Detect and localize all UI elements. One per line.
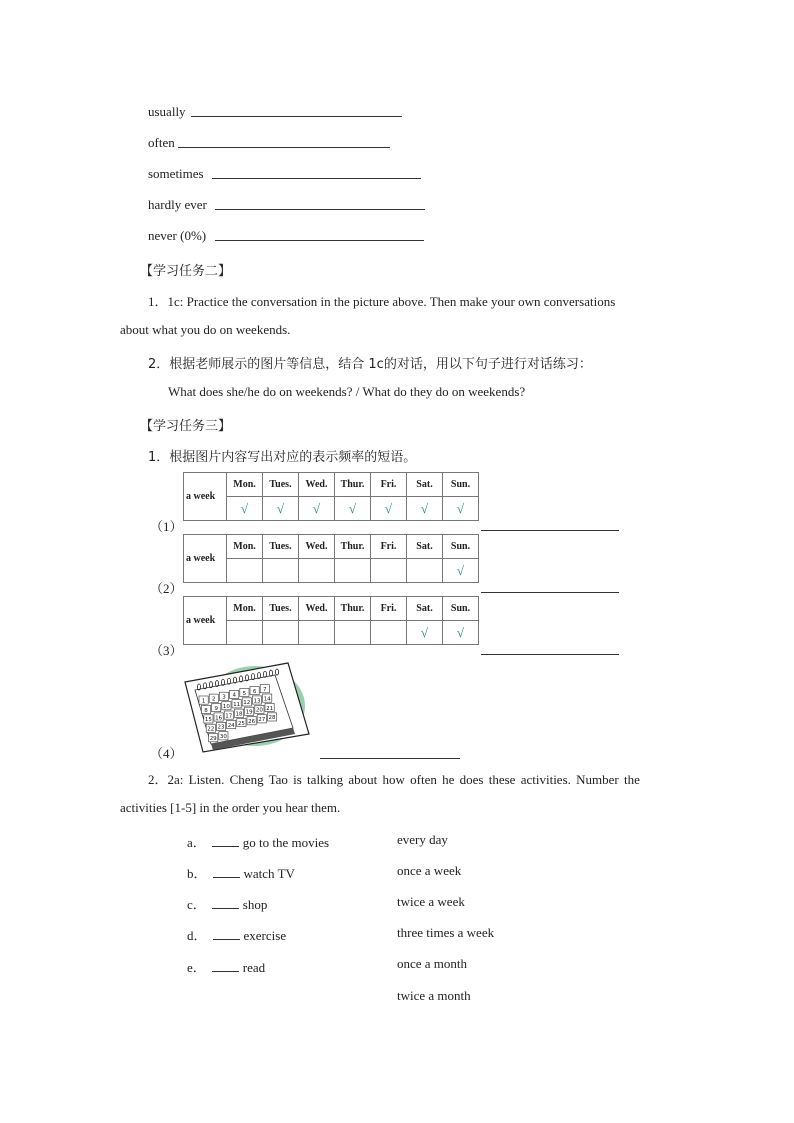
calendar-day-number: 6 — [252, 688, 257, 695]
week-table — [183, 534, 479, 583]
calendar-day-number: 13 — [253, 698, 261, 705]
check-cell: √ — [335, 497, 371, 521]
check-cell — [299, 621, 335, 645]
calendar-picture — [183, 660, 311, 754]
item-number: （4） — [150, 746, 183, 761]
day-header: Tues. — [263, 535, 299, 559]
frequency-option: three times a week — [397, 925, 495, 940]
task2a-line2: activities [1-5] in the order you hear them. — [120, 800, 341, 815]
answer-line[interactable] — [212, 178, 421, 179]
answer-line[interactable] — [215, 209, 425, 210]
frequency-option: twice a week — [397, 894, 465, 909]
week-label: a week — [184, 597, 227, 645]
freq-word: sometimes — [148, 166, 204, 181]
number-blank[interactable] — [212, 896, 239, 909]
answer-line[interactable] — [481, 530, 619, 531]
calendar-day-number: 17 — [225, 713, 233, 720]
answer-line[interactable] — [481, 654, 619, 655]
calendar-day-number: 23 — [217, 724, 225, 731]
frequency-option: once a week — [397, 863, 462, 878]
calendar-day-number: 3 — [222, 694, 226, 701]
calendar-day-number: 28 — [268, 715, 276, 722]
day-header: Sun. — [443, 597, 479, 621]
calendar-day-number: 18 — [235, 711, 243, 718]
calendar-day-number: 12 — [243, 700, 251, 707]
freq-word: never (0%) — [148, 228, 207, 243]
day-header: Wed. — [299, 597, 335, 621]
freq-row-never — [148, 228, 206, 244]
freq-row-often — [148, 135, 175, 151]
day-header: Sun. — [443, 473, 479, 497]
check-cell — [407, 559, 443, 583]
day-header: Thur. — [335, 473, 371, 497]
frequency-option: once a month — [397, 956, 468, 971]
check-cell — [371, 559, 407, 583]
day-header: Mon. — [227, 473, 263, 497]
calendar-day-number: 8 — [204, 707, 208, 714]
day-header: Sat. — [407, 473, 443, 497]
calendar-day-number: 9 — [214, 705, 218, 712]
day-header: Mon. — [227, 535, 263, 559]
check-cell — [335, 621, 371, 645]
task2-item1-line1: 1．1c: Practice the conversation in the picture above. Then make your own conversations — [148, 294, 616, 309]
activity-letter: d． — [187, 928, 207, 943]
calendar-day-number: 21 — [266, 705, 274, 712]
task2-item1-line2: about what you do on weekends. — [120, 322, 291, 337]
item-number: （2） — [150, 581, 183, 596]
frequency-option: twice a month — [397, 988, 471, 1003]
day-header: Tues. — [263, 597, 299, 621]
check-cell: √ — [371, 497, 407, 521]
calendar-day-number: 11 — [233, 702, 241, 709]
day-header: Sat. — [407, 597, 443, 621]
number-blank[interactable] — [212, 959, 239, 972]
activity-text: read — [242, 960, 266, 975]
day-header: Sun. — [443, 535, 479, 559]
task2a-line1: 2．2a: Listen. Cheng Tao is talking about how often he does these activities. Number the — [148, 772, 640, 787]
freq-row-sometimes — [148, 166, 204, 182]
calendar-day-number: 26 — [248, 719, 256, 725]
calendar-day-number: 14 — [263, 696, 271, 703]
activity-item — [187, 957, 265, 976]
check-cell — [371, 621, 407, 645]
calendar-day-number: 27 — [258, 717, 266, 724]
frequency-option: every day — [397, 832, 448, 847]
week-table — [183, 472, 479, 521]
activity-letter: b． — [187, 866, 207, 881]
answer-line[interactable] — [481, 592, 619, 593]
check-cell: √ — [443, 559, 479, 583]
calendar-day-number: 19 — [245, 709, 253, 716]
activity-letter: c． — [187, 897, 206, 912]
activity-letter: e． — [187, 960, 206, 975]
item-number: （3） — [150, 643, 183, 658]
freq-word: usually — [148, 104, 186, 119]
calendar-day-number: 20 — [255, 707, 263, 714]
answer-line[interactable] — [191, 116, 402, 117]
day-header: Thur. — [335, 597, 371, 621]
day-header: Fri. — [371, 597, 407, 621]
answer-line[interactable] — [215, 240, 424, 241]
calendar-day-number: 4 — [232, 692, 236, 699]
check-cell: √ — [443, 621, 479, 645]
calendar-day-number: 24 — [227, 722, 235, 729]
week-label: a week — [184, 473, 227, 521]
activity-text: exercise — [243, 928, 287, 943]
calendar-day-number: 22 — [207, 726, 215, 733]
calendar-day-number: 15 — [204, 717, 212, 724]
item-number: （1） — [150, 519, 183, 534]
calendar-day-number: 16 — [215, 715, 223, 722]
check-cell: √ — [407, 497, 443, 521]
day-header: Tues. — [263, 473, 299, 497]
check-cell: √ — [407, 621, 443, 645]
check-cell: √ — [299, 497, 335, 521]
check-cell — [263, 559, 299, 583]
check-cell — [227, 559, 263, 583]
activity-item — [187, 832, 329, 851]
answer-line[interactable] — [178, 147, 390, 148]
freq-word: often — [148, 135, 175, 150]
activity-item — [187, 894, 267, 913]
freq-row-usually — [148, 104, 186, 120]
number-blank[interactable] — [213, 927, 240, 940]
activity-text: shop — [242, 897, 268, 912]
day-header: Thur. — [335, 535, 371, 559]
activity-letter: a． — [187, 835, 206, 850]
number-blank[interactable] — [213, 865, 240, 878]
day-header: Wed. — [299, 473, 335, 497]
day-header: Fri. — [371, 473, 407, 497]
check-cell: √ — [227, 497, 263, 521]
day-header: Mon. — [227, 597, 263, 621]
task3-item1: 1．根据图片内容写出对应的表示频率的短语。 — [148, 450, 417, 465]
check-cell — [227, 621, 263, 645]
freq-row-hardly-ever — [148, 197, 207, 213]
activity-text: go to the movies — [242, 835, 330, 850]
task2-item2-question: What does she/he do on weekends? / What do they do on weekends? — [168, 384, 526, 399]
calendar-day-number: 2 — [212, 696, 216, 703]
week-label: a week — [184, 535, 227, 583]
activity-text: watch TV — [243, 866, 295, 881]
calendar-day-number: 29 — [209, 736, 217, 742]
task3-heading: 【学习任务三】 — [140, 419, 232, 434]
calendar-day-number: 25 — [237, 720, 245, 727]
task2-item2: 2．根据老师展示的图片等信息，结合 1c的对话，用以下句子进行对话练习： — [148, 357, 592, 372]
calendar-day-number: 30 — [219, 734, 227, 741]
answer-line[interactable] — [320, 758, 460, 759]
freq-word: hardly ever — [148, 197, 207, 212]
calendar-day-number: 10 — [222, 704, 230, 710]
calendar-day-number: 5 — [242, 690, 247, 697]
calendar-day-number: 1 — [201, 698, 206, 705]
day-header: Sat. — [407, 535, 443, 559]
check-cell — [263, 621, 299, 645]
calendar-day-number: 7 — [263, 687, 267, 693]
check-cell: √ — [263, 497, 299, 521]
day-header: Wed. — [299, 535, 335, 559]
day-header: Fri. — [371, 535, 407, 559]
task2-heading: 【学习任务二】 — [140, 264, 232, 279]
check-cell — [299, 559, 335, 583]
week-table — [183, 596, 479, 645]
check-cell — [335, 559, 371, 583]
check-cell: √ — [443, 497, 479, 521]
activity-item — [187, 863, 295, 882]
activity-item — [187, 925, 286, 944]
number-blank[interactable] — [212, 834, 239, 847]
